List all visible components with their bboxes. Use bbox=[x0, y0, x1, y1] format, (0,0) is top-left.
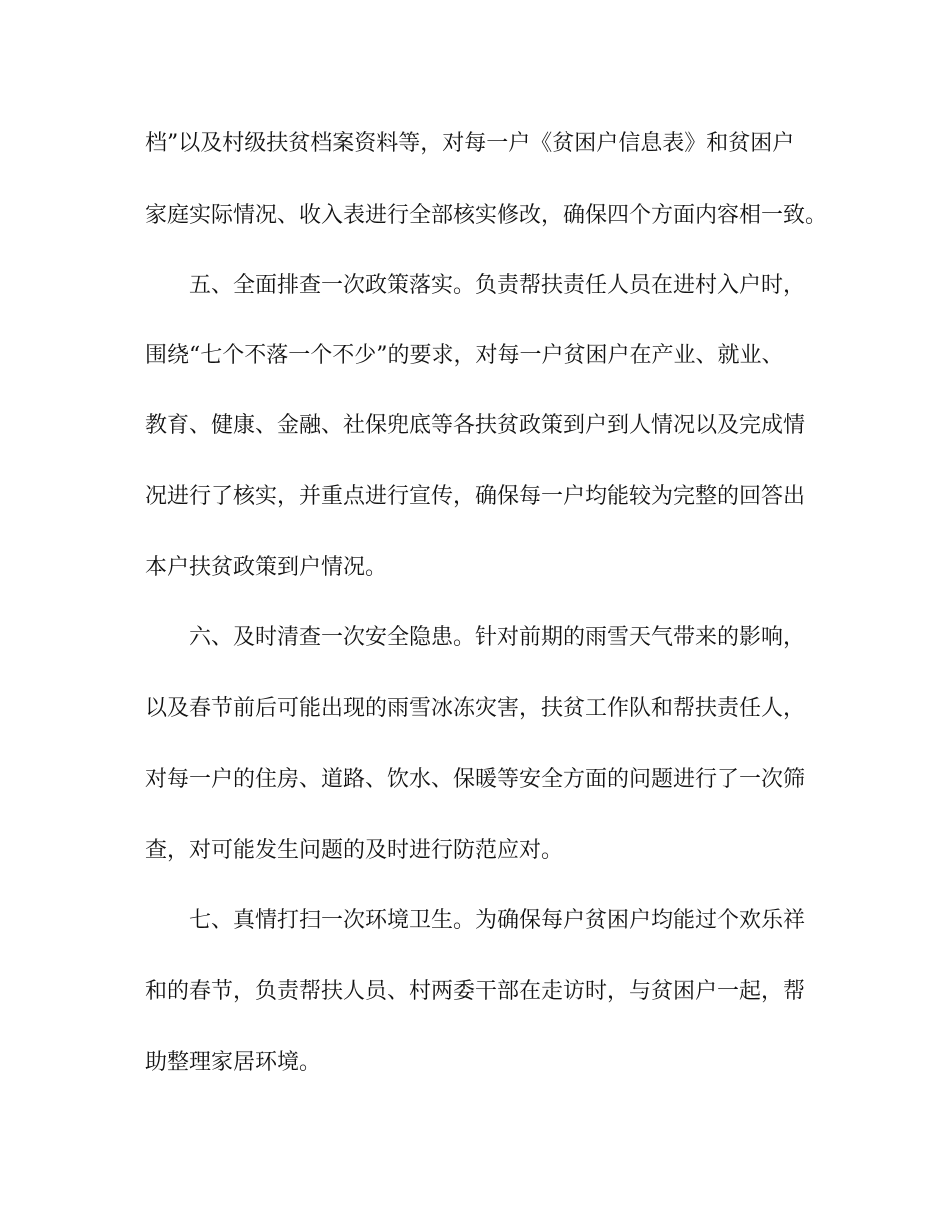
text-line: 助整理家居环境。 bbox=[145, 1050, 322, 1075]
text-line: 本户扶贫政策到户情况。 bbox=[145, 555, 388, 580]
text-line: 教育、健康、金融、社保兜底等各扶贫政策到户到人情况以及完成情 bbox=[145, 413, 806, 438]
text-line: 况进行了核实，并重点进行宣传，确保每一户均能较为完整的回答出 bbox=[145, 484, 806, 509]
text-line: 查，对可能发生问题的及时进行防范应对。 bbox=[145, 838, 564, 863]
text-line: 和的春节，负责帮扶人员、村两委干部在走访时，与贫困户一起，帮 bbox=[145, 979, 806, 1004]
text-line: 家庭实际情况、收入表进行全部核实修改，确保四个方面内容相一致。 bbox=[145, 203, 828, 228]
text-line: 围绕“七个不落一个不少”的要求，对每一户贫困户在产业、就业、 bbox=[145, 343, 784, 368]
text-line: 档”以及村级扶贫档案资料等，对每一户《贫困户信息表》和贫困户 bbox=[145, 131, 795, 156]
paragraph-heading-seven: 七、真情打扫一次环境卫生。为确保每户贫困户均能过个欢乐祥 bbox=[189, 908, 806, 933]
text-line: 对每一户的住房、道路、饮水、保暖等安全方面的问题进行了一次筛 bbox=[145, 767, 806, 792]
paragraph-heading-five: 五、全面排查一次政策落实。负责帮扶责任人员在进村入户时， bbox=[189, 273, 806, 298]
text-line: 以及春节前后可能出现的雨雪冰冻灾害，扶贫工作队和帮扶责任人， bbox=[145, 696, 806, 721]
paragraph-heading-six: 六、及时清查一次安全隐患。针对前期的雨雪天气带来的影响， bbox=[189, 625, 806, 650]
